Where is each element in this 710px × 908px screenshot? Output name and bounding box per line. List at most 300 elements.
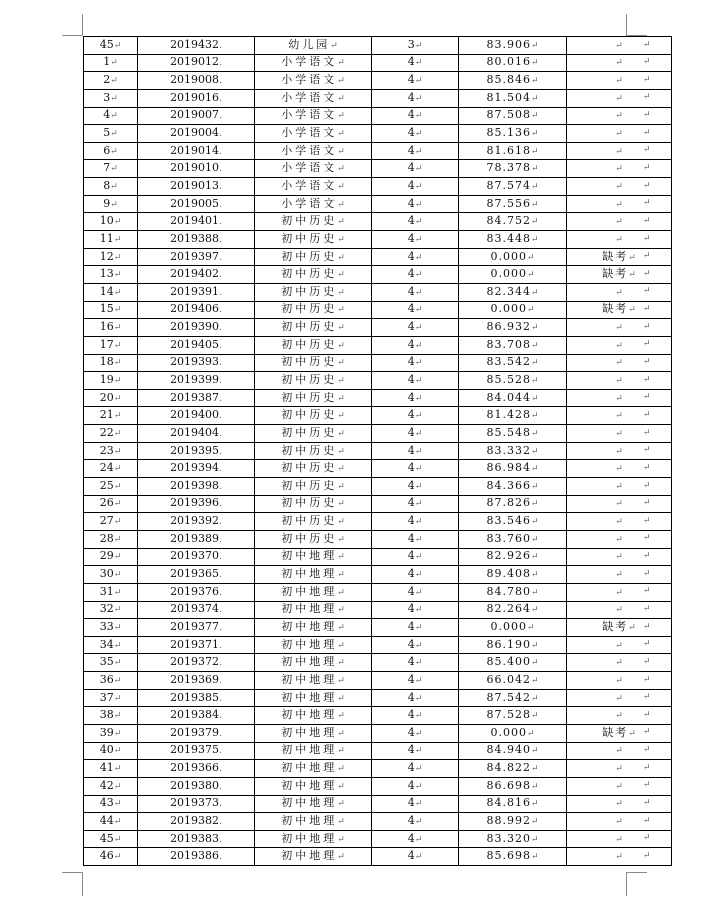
paragraph-mark-icon: ↵ [628,252,636,263]
paragraph-mark-icon: ↵ [414,640,423,651]
paragraph-mark-icon: ↵ [414,58,423,69]
row-end-mark-icon: ↵ [643,551,651,562]
cell-positions [372,160,459,178]
cell-subject [255,583,372,601]
paragraph-mark-icon: ↵ [337,834,345,845]
cell-idx-text: 44 [99,814,114,827]
cell-idx [84,777,138,795]
cell-positions-text: 4 [407,196,415,210]
cell-subject [255,548,372,566]
cell-positions-text: 4 [407,461,415,475]
cell-num [138,354,255,372]
cell-idx [84,266,138,284]
cell-note-text: 缺考 [602,619,629,633]
score-table [83,36,672,866]
paragraph-mark-icon: ↵ [337,428,345,439]
cell-idx [84,760,138,778]
cell-subject-text: 初中地理 [281,690,338,704]
cell-positions-text: 4 [407,796,415,810]
cell-note [567,231,672,249]
table-row [84,160,672,178]
paragraph-mark-icon: ↵ [113,270,122,281]
cell-score-text: 0.000 [490,267,527,281]
cell-subject [255,760,372,778]
row-end-mark-icon: ↵ [643,427,651,438]
cell-positions [372,425,459,443]
cell-idx-text: 27 [99,514,114,528]
paragraph-mark-icon: ↵ [113,481,122,492]
paragraph-mark-icon: ↵ [414,464,423,475]
cell-score-text: 83.708 [486,337,531,351]
paragraph-mark-icon: . [219,446,222,457]
cell-subject-text: 小学语文 [281,108,338,122]
cell-positions-text: 4 [407,496,415,510]
paragraph-mark-icon: ↵ [113,340,122,351]
paragraph-mark-icon: ↵ [530,199,539,210]
cell-num-text: 2019391 [170,284,220,298]
cell-idx [84,548,138,566]
cell-positions-text: 4 [407,814,415,827]
paragraph-mark-icon: . [219,287,222,298]
paragraph-mark-icon: ↵ [414,340,423,351]
cell-positions [372,195,459,213]
cell-score [459,248,567,266]
cell-subject [255,301,372,319]
cell-idx [84,231,138,249]
paragraph-mark-icon: ↵ [615,340,623,351]
paragraph-mark-icon: . [219,40,222,51]
cell-positions [372,389,459,407]
paragraph-mark-icon: ↵ [337,693,345,704]
table-row [84,407,672,425]
cell-score [459,583,567,601]
cell-idx [84,160,138,178]
paragraph-mark-icon: . [219,481,222,492]
cell-num [138,530,255,548]
cell-subject-text: 初中历史 [281,302,338,316]
cell-num [138,266,255,284]
cell-num [138,707,255,725]
cell-num-text: 2019380 [170,778,220,792]
cell-positions-text: 4 [407,531,415,545]
cell-positions-text: 4 [407,249,415,263]
cell-idx [84,495,138,513]
paragraph-mark-icon: ↵ [113,640,122,651]
cell-subject-text: 小学语文 [281,73,338,87]
cell-note [567,107,672,125]
cell-num [138,54,255,72]
cell-positions-text: 4 [407,390,415,404]
row-end-mark-icon: ↵ [643,674,651,685]
paragraph-mark-icon: ↵ [530,287,539,298]
cell-positions-text: 4 [407,355,415,369]
cell-subject-text: 初中地理 [281,849,338,863]
cell-num-text: 2019384 [170,708,220,722]
cell-positions [372,777,459,795]
paragraph-mark-icon: . [219,781,222,792]
row-end-mark-icon: ↵ [643,727,651,738]
paragraph-mark-icon: ↵ [615,834,623,845]
cell-score-text: 86.190 [486,637,531,651]
paragraph-mark-icon: ↵ [414,323,423,334]
row-end-mark-icon: ↵ [643,198,651,209]
paragraph-mark-icon: ↵ [615,587,623,598]
cell-num-text: 2019389 [170,531,220,545]
cell-subject [255,672,372,690]
paragraph-mark-icon: ↵ [530,605,539,616]
paragraph-mark-icon: ↵ [414,270,423,281]
paragraph-mark-icon: ↵ [337,305,345,316]
cell-positions [372,407,459,425]
cell-note [567,72,672,90]
paragraph-mark-icon: ↵ [615,111,623,122]
cell-idx-text: 32 [99,602,114,616]
row-end-mark-icon: ↵ [643,745,651,756]
cell-idx [84,37,138,55]
cell-num [138,248,255,266]
cell-positions [372,848,459,866]
cell-positions [372,301,459,319]
table-row [84,724,672,742]
paragraph-mark-icon: . [219,552,222,563]
paragraph-mark-icon: . [219,146,222,157]
cell-subject-text: 初中历史 [281,478,338,492]
cell-score [459,37,567,55]
cell-note [567,160,672,178]
cell-positions-text: 4 [407,73,415,87]
cell-idx [84,601,138,619]
table-row [84,283,672,301]
paragraph-mark-icon: ↵ [110,181,118,192]
cell-idx-text: 29 [99,549,114,563]
paragraph-mark-icon: ↵ [113,552,122,563]
cell-score [459,460,567,478]
paragraph-mark-icon: ↵ [414,675,423,686]
cell-subject-text: 初中历史 [281,267,338,281]
cell-score-text: 87.556 [486,196,531,210]
paragraph-mark-icon: ↵ [530,764,539,775]
cell-idx-text: 6 [103,143,111,157]
cell-positions-text: 4 [407,284,415,298]
cell-idx-text: 20 [99,390,114,404]
paragraph-mark-icon: ↵ [530,164,539,175]
cell-score-text: 84.816 [486,796,531,810]
row-end-mark-icon: ↵ [643,604,651,614]
cell-subject-text: 初中地理 [281,725,338,739]
cell-note [567,336,672,354]
cell-note [567,707,672,725]
paragraph-mark-icon: ↵ [615,746,623,757]
cell-score [459,319,567,337]
cell-idx [84,848,138,866]
cell-subject-text: 初中地理 [281,549,338,563]
cell-idx [84,319,138,337]
paragraph-mark-icon: . [219,587,222,598]
cell-subject-text: 初中地理 [281,619,338,633]
paragraph-mark-icon: ↵ [530,111,539,122]
cell-subject [255,160,372,178]
cell-idx-text: 30 [99,567,114,581]
paragraph-mark-icon: ↵ [414,728,423,739]
table-row [84,142,672,160]
paragraph-mark-icon: ↵ [526,252,535,263]
paragraph-mark-icon: ↵ [113,534,122,545]
cell-num [138,89,255,107]
paragraph-mark-icon: ↵ [337,640,345,651]
cell-score [459,266,567,284]
cell-num-text: 2019007 [170,108,220,122]
cell-positions [372,513,459,531]
cell-num [138,619,255,637]
paragraph-mark-icon: ↵ [414,428,423,439]
cell-num-text: 2019402 [170,267,220,281]
paragraph-mark-icon: ↵ [628,305,636,316]
paragraph-mark-icon: ↵ [337,287,345,298]
cell-num-text: 2019374 [170,602,220,616]
paragraph-mark-icon: ↵ [414,287,423,298]
cell-positions [372,654,459,672]
paragraph-mark-icon: ↵ [530,552,539,563]
cell-subject-text: 小学语文 [281,126,338,140]
paragraph-mark-icon: . [219,534,222,545]
cell-subject-text: 初中地理 [281,584,338,598]
cell-idx [84,125,138,143]
table-row [84,513,672,531]
cell-subject [255,425,372,443]
paragraph-mark-icon: . [219,640,222,651]
cell-note-text: 缺考 [602,249,629,263]
cell-idx [84,566,138,584]
paragraph-mark-icon: . [219,199,222,210]
paragraph-mark-icon: ↵ [414,605,423,616]
table-row [84,125,672,143]
cell-idx-text: 9 [103,196,111,210]
cell-subject [255,319,372,337]
paragraph-mark-icon: . [219,181,222,192]
paragraph-mark-icon: ↵ [530,129,539,140]
cell-note [567,848,672,866]
cell-note-text: 缺考 [602,725,629,739]
table-row [84,830,672,848]
cell-subject-text: 初中历史 [281,231,338,245]
cell-positions [372,548,459,566]
cell-idx [84,389,138,407]
cell-note [567,142,672,160]
cell-subject-text: 初中地理 [281,655,338,669]
paragraph-mark-icon: ↵ [110,111,118,122]
paragraph-mark-icon: ↵ [414,570,423,581]
paragraph-mark-icon: ↵ [615,781,623,792]
paragraph-mark-icon: ↵ [337,799,345,810]
paragraph-mark-icon: ↵ [337,587,345,598]
cell-positions-text: 4 [407,214,415,228]
cell-positions-text: 4 [407,690,415,704]
row-end-mark-icon: ↵ [643,586,651,597]
cell-positions-text: 4 [407,584,415,598]
paragraph-mark-icon: ↵ [615,570,623,581]
paragraph-mark-icon: ↵ [110,146,118,157]
cell-idx-text: 24 [99,461,114,475]
cell-score [459,283,567,301]
cell-idx-text: 2 [103,73,111,87]
paragraph-mark-icon: ↵ [113,817,122,827]
table-row [84,548,672,566]
paragraph-mark-icon: ↵ [615,393,623,404]
paragraph-mark-icon: ↵ [530,181,539,192]
table-row [84,442,672,460]
paragraph-mark-icon: . [219,375,222,386]
cell-num-text: 2019004 [170,126,220,140]
paragraph-mark-icon: ↵ [615,852,623,863]
cell-num-text: 2019393 [170,355,220,369]
paragraph-mark-icon: ↵ [414,181,423,192]
paragraph-mark-icon: . [219,58,222,69]
paragraph-mark-icon: ↵ [337,481,345,492]
cell-subject-text: 初中地理 [281,778,338,792]
paragraph-mark-icon: ↵ [337,375,345,386]
cell-subject-text: 初中地理 [281,796,338,810]
paragraph-mark-icon: ↵ [615,58,623,69]
paragraph-mark-icon: ↵ [337,93,345,104]
paragraph-mark-icon: ↵ [110,76,118,87]
cell-score [459,566,567,584]
cell-positions [372,601,459,619]
paragraph-mark-icon: ↵ [113,305,122,316]
cell-note-text: 缺考 [602,267,629,281]
cell-idx [84,407,138,425]
cell-score-text: 85.548 [486,425,531,439]
cell-subject-text: 初中历史 [281,461,338,475]
cell-score-text: 89.408 [486,567,531,581]
cell-idx-text: 43 [99,796,114,810]
paragraph-mark-icon: ↵ [337,58,345,69]
cell-positions-text: 4 [407,831,415,845]
cell-num [138,689,255,707]
cell-idx-text: 40 [99,743,114,757]
row-end-mark-icon: ↵ [643,304,651,315]
cell-score-text: 83.542 [486,355,531,369]
row-end-mark-icon: ↵ [643,268,651,279]
crop-mark-top-left-v [82,14,83,36]
paragraph-mark-icon: ↵ [337,199,345,210]
cell-score-text: 85.400 [486,655,531,669]
paragraph-mark-icon: ↵ [615,164,623,175]
table-row [84,248,672,266]
paragraph-mark-icon: ↵ [615,375,623,386]
cell-score [459,478,567,496]
cell-num-text: 2019386 [170,849,220,863]
cell-score-text: 85.698 [486,849,531,863]
paragraph-mark-icon: ↵ [110,93,118,104]
cell-num-text: 2019369 [170,672,220,686]
table-row [84,72,672,90]
cell-subject-text: 初中历史 [281,320,338,334]
paragraph-mark-icon: ↵ [113,852,122,863]
cell-score [459,672,567,690]
paragraph-mark-icon: ↵ [615,358,623,369]
cell-score [459,636,567,654]
paragraph-mark-icon: ↵ [530,40,539,51]
cell-score [459,178,567,196]
paragraph-mark-icon: . [219,711,222,722]
cell-positions-text: 4 [407,231,415,245]
cell-subject-text: 初中地理 [281,567,338,581]
cell-score [459,54,567,72]
paragraph-mark-icon: ↵ [414,658,423,669]
row-end-mark-icon: ↵ [643,568,651,579]
cell-subject [255,213,372,231]
cell-score-text: 82.926 [486,549,531,563]
cell-idx [84,813,138,831]
paragraph-mark-icon: ↵ [615,181,623,192]
cell-positions-text: 4 [407,267,415,281]
cell-score-text: 83.448 [486,231,531,245]
cell-subject [255,248,372,266]
table-row [84,266,672,284]
cell-num-text: 2019005 [170,196,220,210]
cell-num [138,178,255,196]
cell-num [138,777,255,795]
paragraph-mark-icon: ↵ [414,93,423,104]
row-end-mark-icon: ↵ [643,621,651,632]
cell-note [567,389,672,407]
cell-idx [84,689,138,707]
cell-subject-text: 幼儿园 [288,37,331,51]
cell-score-text: 86.984 [486,461,531,475]
cell-num-text: 2019388 [170,231,220,245]
paragraph-mark-icon: ↵ [414,817,423,827]
table-row [84,601,672,619]
paragraph-mark-icon: ↵ [113,570,122,581]
cell-idx-text: 37 [99,690,114,704]
cell-num [138,760,255,778]
cell-score [459,830,567,848]
cell-note [567,319,672,337]
cell-subject [255,89,372,107]
cell-score [459,548,567,566]
paragraph-mark-icon: ↵ [615,799,623,810]
cell-subject [255,813,372,831]
crop-mark-bottom-left-v [82,872,83,896]
cell-score [459,513,567,531]
cell-positions-text: 4 [407,320,415,334]
cell-idx [84,372,138,390]
cell-positions-text: 4 [407,337,415,351]
paragraph-mark-icon: ↵ [414,481,423,492]
row-end-mark-icon: ↵ [643,533,651,544]
cell-num [138,72,255,90]
cell-score [459,442,567,460]
cell-subject [255,460,372,478]
cell-positions-text: 4 [407,126,415,140]
table-row [84,107,672,125]
paragraph-mark-icon: ↵ [113,499,122,510]
paragraph-mark-icon: ↵ [113,40,122,51]
paragraph-mark-icon: . [219,570,222,581]
cell-idx-text: 31 [99,584,114,598]
cell-subject [255,354,372,372]
cell-note [567,248,672,266]
paragraph-mark-icon: ↵ [113,358,122,369]
paragraph-mark-icon: ↵ [530,570,539,581]
cell-positions-text: 4 [407,637,415,651]
paragraph-mark-icon: . [219,728,222,739]
cell-num-text: 2019366 [170,761,220,775]
paragraph-mark-icon: ↵ [530,146,539,157]
paragraph-mark-icon: ↵ [414,534,423,545]
score-table-body [84,37,672,866]
cell-score [459,72,567,90]
